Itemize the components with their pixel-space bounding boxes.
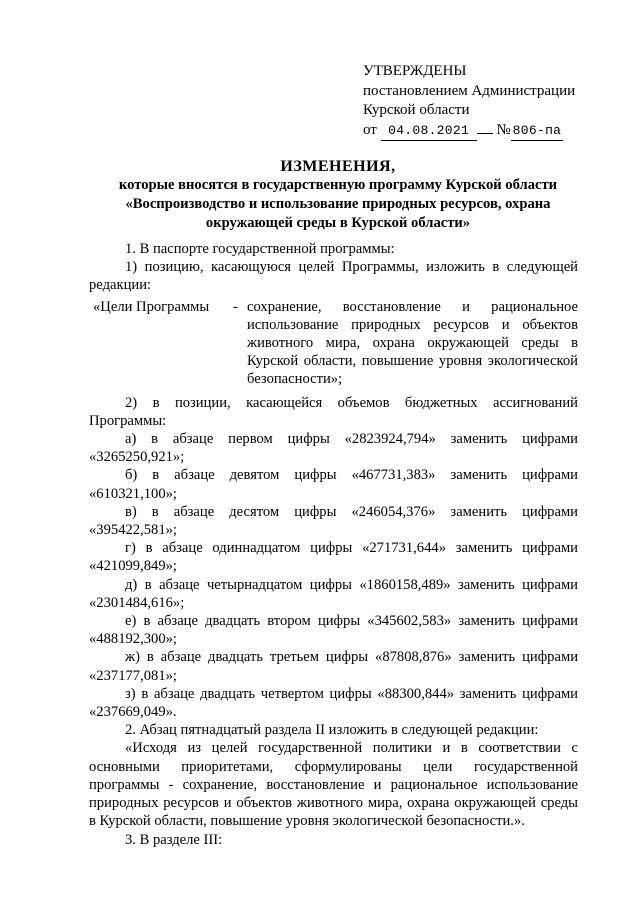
list-item: а) в абзаце первом цифры «2823924,794» заменить цифрами «3265250,921»; [89,431,578,466]
list-item: г) в абзаце одиннадцатом цифры «271731,644» заменить цифрами «421099,849»; [89,540,578,575]
list-item: в) в абзаце десятом цифры «246054,376» заменить цифрами «395422,581»; [89,503,578,539]
paragraph-3: 2) в позиции, касающейся объемов бюджетных ассигнований Программы: [89,394,578,429]
date-underline-tail [477,133,493,134]
list-item: ж) в абзаце двадцать третьем цифры «87808,876» заменить цифрами «237177,081»; [89,649,578,684]
paragraph-4: 2. Абзац пятнадцатый раздела II изложить в следующей редакции: [125,722,539,739]
document-title [96,157,580,233]
date-prefix: от [363,121,377,138]
list-item: е) в абзаце двадцать втором цифры «345602,583» заменить цифрами «488192,300»; [89,613,578,648]
list-item: з) в абзаце двадцать четвертом цифры «88300,844» заменить цифрами «237669,049». [89,685,578,721]
paragraph-6: 3. В разделе III: [125,831,223,848]
approval-stamp [363,62,603,141]
list-item: д) в абзаце четырнадцатом цифры «1860158,489» заменить цифрами «2301484,616»; [89,576,578,611]
goal-dash: - [233,298,238,315]
approval-date-line [363,121,603,142]
goal-text: сохранение, восстановление и рациональное использование природных ресурсов и объектов животного мира, охрана окружающей среды в Курской области, повышение уровня экологической безопасности»; [247,298,578,388]
approval-date: 04.08.2021 [381,121,477,142]
number-prefix: № [496,121,511,138]
approval-line-2: Курской области [363,102,470,118]
approval-line-1: постановлением Администрации [363,82,576,99]
paragraph-2: 1) позицию, касающуюся целей Программы, изложить в следующей редакции: [89,259,578,294]
approval-number: 806-па [511,121,564,142]
paragraph-1: 1. В паспорте государственной программы: [125,241,395,257]
paragraph-5: «Исходя из целей государственной политики и в соответствии с основными приоритетами, сформулированы цели государственной программы - сохранение, восстановление и рациональное использование природных ресурсов и объектов животного мира, охрана окружающей среды в Курской области, повышение уровня экологической безопасности.». [89,740,578,830]
list-item: б) в абзаце девятом цифры «467731,383» заменить цифрами «610321,100»; [89,467,578,502]
document-body [89,240,578,849]
title-heading: ИЗМЕНЕНИЯ, [280,158,396,175]
title-subheading: которые вносятся в государственную программу Курской области «Воспроизводство и использование природных ресурсов, охрана окружающей среды в Курской области» [118,177,558,231]
approved-label: УТВЕРЖДЕНЫ [363,63,467,79]
goal-table-row [89,298,578,389]
goal-label: «Цели Программы [93,298,210,315]
